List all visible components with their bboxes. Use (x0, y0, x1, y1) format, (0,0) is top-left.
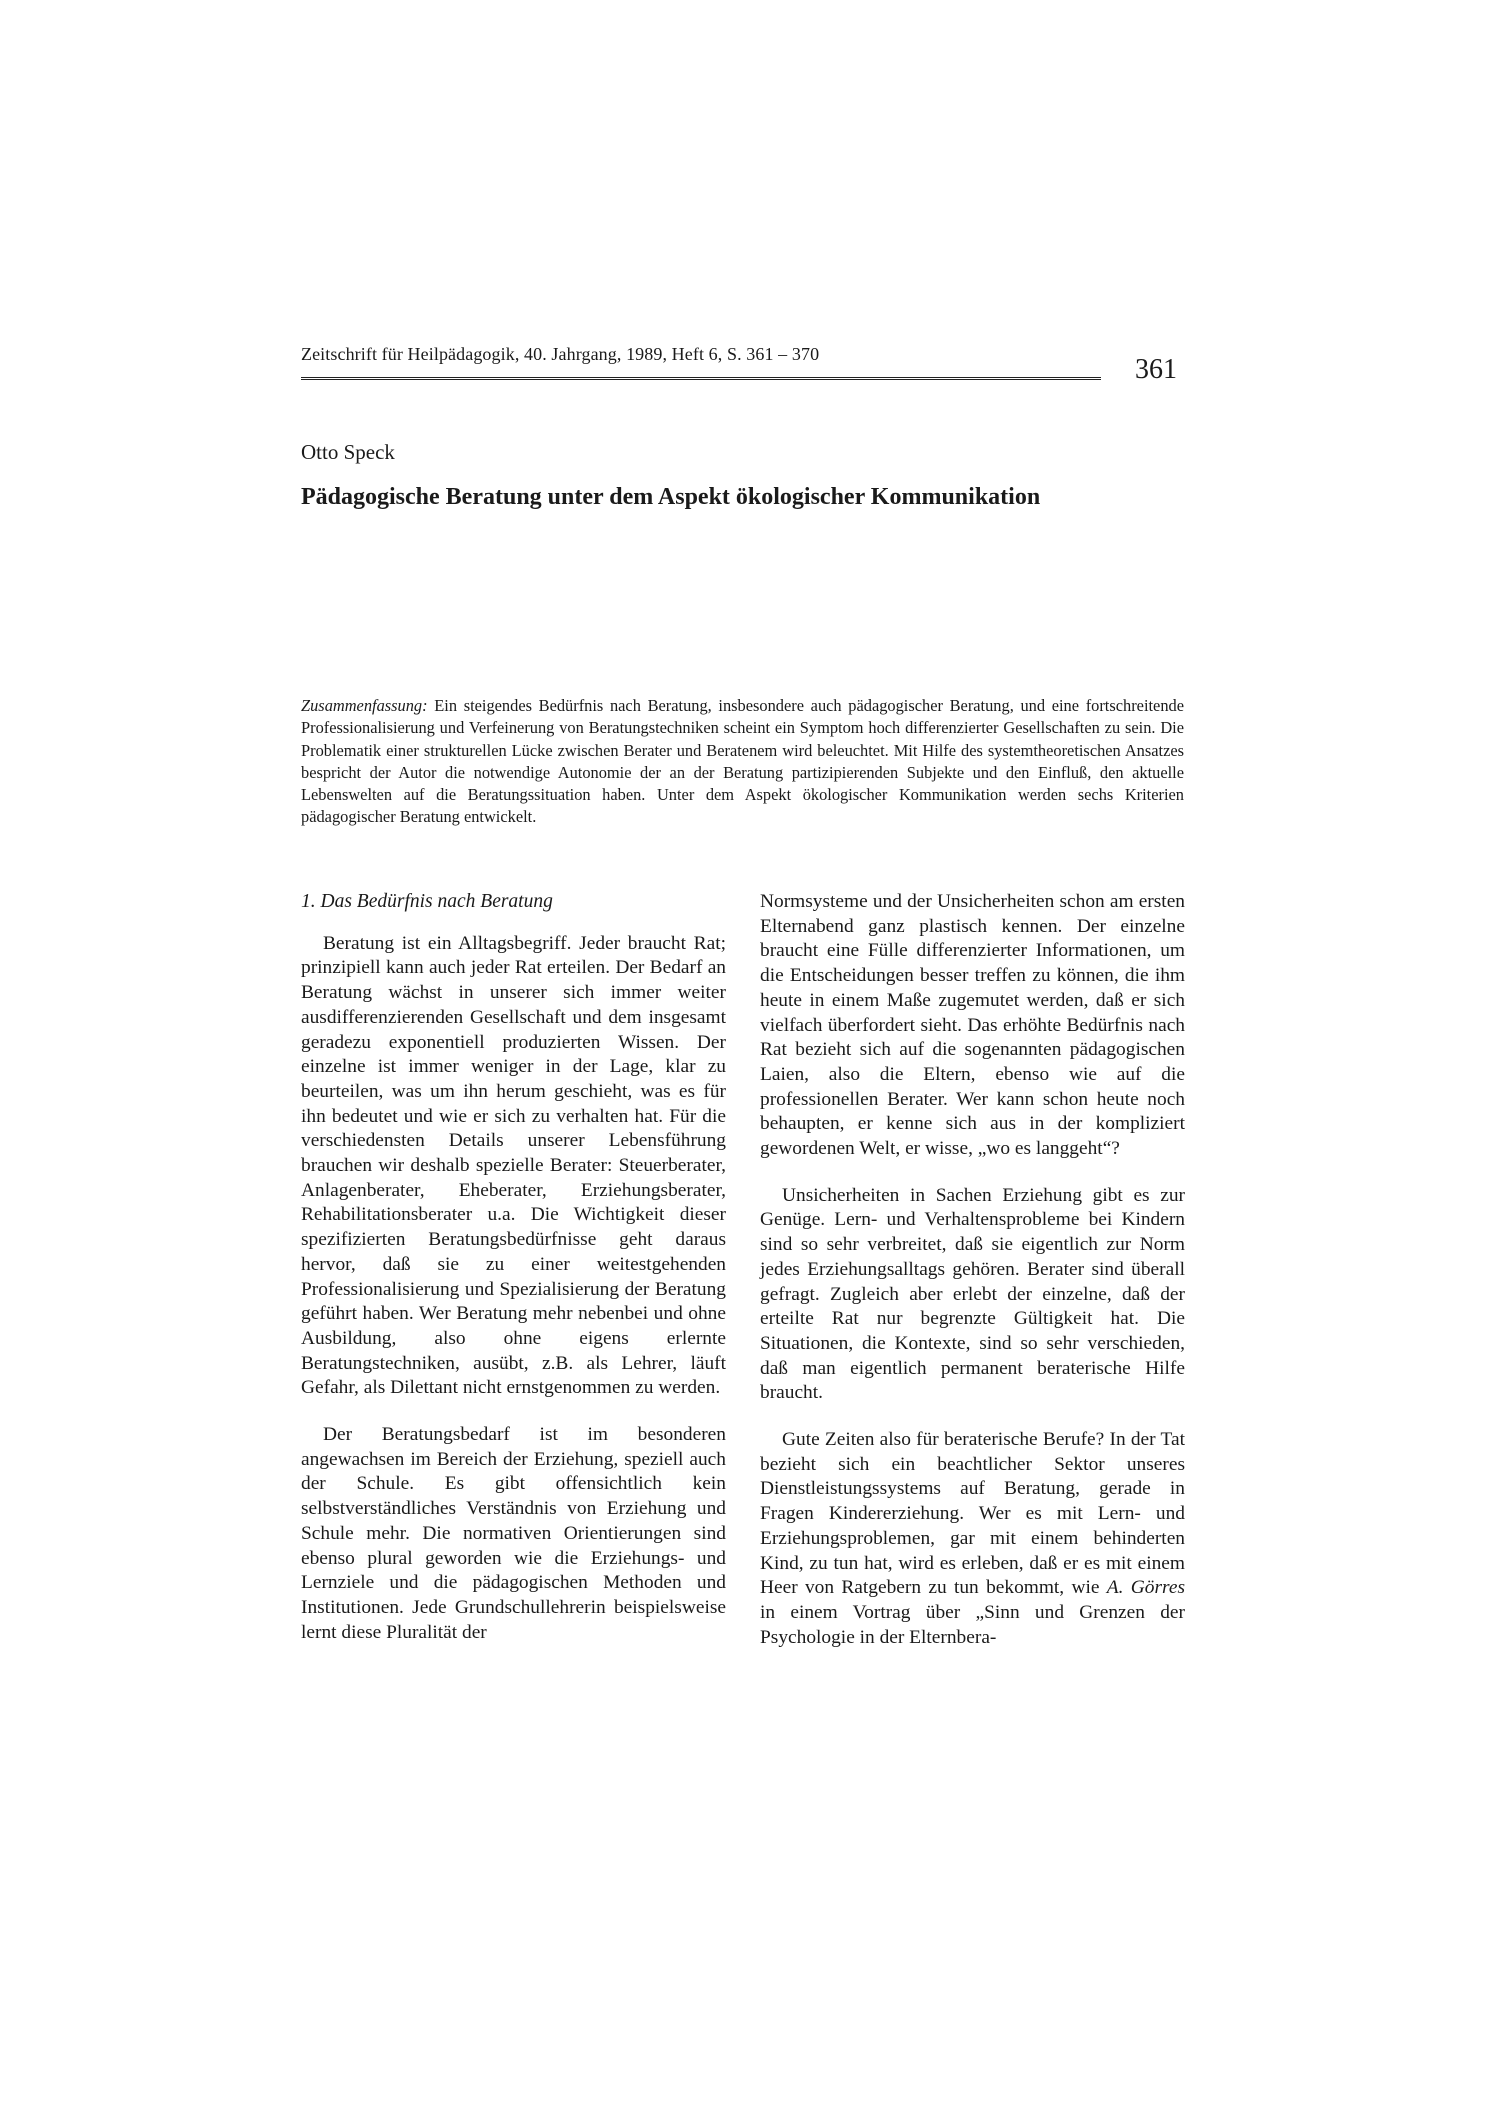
column-left (301, 890, 726, 1667)
page-number: 361 (1135, 354, 1177, 385)
journal-header: Zeitschrift für Heilpädagogik, 40. Jahrgang, 1989, Heft 6, S. 361 – 370 (301, 344, 820, 364)
column-right (760, 890, 1185, 1672)
article-title: Pädagogische Beratung unter dem Aspekt ökologischer Kommunikation (301, 484, 1041, 510)
paragraph-text: Gute Zeiten also für beraterische Berufe? In der Tat bezieht sich ein beachtlicher Sektor unseres Dienstleistungssystems auf Beratung, gerade in Fragen Kindererziehung. Wer es mit Lern- und Erziehungsproblemen, gar mit einem behinderten Kind, zu tun hat, wird es erleben, daß er es mit einem Heer von Ratgebern zu tun bekommt, wie (760, 1429, 1185, 1599)
abstract (301, 695, 1184, 829)
paragraph-text: in einem Vortrag über „Sinn und Grenzen der Psychologie in der Elternbera- (760, 1601, 1185, 1648)
cited-author: A. Görres (1106, 1577, 1186, 1599)
paragraph: Beratung ist ein Alltagsbegriff. Jeder braucht Rat; prinzipiell kann auch jeder Rat erteilen. Der Bedarf an Beratung wächst in unserer sich immer weiter ausdifferenzierenden Gesellschaft und dem insgesamt geradezu exponentiell produzierten Wissen. Der einzelne ist immer weniger in der Lage, klar zu beurteilen, was um ihn herum geschieht, was es für ihn bedeutet und wie er sich zu verhalten hat. Für die verschiedensten Details unserer Lebensführung brauchen wir deshalb spezielle Berater: Steuerberater, Anlagenberater, Eheberater, Erziehungsberater, Rehabilitationsberater u.a. Die Wichtigkeit dieser spezifizierten Beratungsbedürfnisse geht daraus hervor, daß sie zu einer weitestgehenden Professionalisierung und Spezialisierung der Beratung geführt haben. Wer Beratung mehr nebenbei und ohne Ausbildung, also ohne eigens erlernte Beratungstechniken, ausübt, z.B. als Lehrer, läuft Gefahr, als Dilettant nicht ernstgenommen zu werden. (301, 932, 726, 1399)
paragraph: Normsysteme und der Unsicherheiten schon am ersten Elternabend ganz plastisch kennen. Der einzelne braucht eine Fülle differenzierter Informationen, um die Entscheidungen besser treffen zu können, die ihm heute in einem Maße zugemutet werden, daß er sich vielfach überfordert sieht. Das erhöhte Bedürfnis nach Rat bezieht sich auf die sogenannten pädagogischen Laien, also die Eltern, ebenso wie auf die professionellen Berater. Wer kann schon heute noch behaupten, er kenne sich aus in der kompliziert gewordenen Welt, er wisse, „wo es langgeht“? (760, 891, 1185, 1160)
header-rule (301, 377, 1101, 380)
abstract-label: Zusammenfassung: (301, 696, 428, 715)
paragraph: Der Beratungsbedarf ist im besonderen angewachsen im Bereich der Erziehung, speziell auch der Schule. Es gibt offensichtlich kein selbstverständliches Verständnis von Erziehung und Schule mehr. Die normativen Orientierungen sind ebenso plural geworden wie die Erziehungs- und Lernziele und die pädagogischen Methoden und Institutionen. Jede Grundschullehrerin beispielsweise lernt diese Pluralität der (301, 1424, 726, 1643)
abstract-text: Ein steigendes Bedürfnis nach Beratung, insbesondere auch pädagogischer Beratung, und eine fortschreitende Professionalisierung und Verfeinerung von Beratungstechniken scheint ein Symptom hoch differenzierter Gesellschaften zu sein. Die Problematik einer strukturellen Lücke zwischen Berater und Beratenem wird beleuchtet. Mit Hilfe des systemtheoretischen Ansatzes bespricht der Autor die notwendige Autonomie der an der Beratung partizipierenden Subjekte und den Einfluß, den aktuelle Lebenswelten auf die Beratungssituation haben. Unter dem Aspekt ökologischer Kommunikation werden sechs Kriterien pädagogischer Beratung entwickelt. (301, 696, 1184, 827)
paragraph (760, 1428, 1185, 1650)
article-author: Otto Speck (301, 440, 395, 464)
section-heading: 1. Das Bedürfnis nach Beratung (301, 891, 553, 912)
paragraph: Unsicherheiten in Sachen Erziehung gibt es zur Genüge. Lern- und Verhaltensprobleme bei Kindern sind so sehr verbreitet, daß sie eigentlich zur Norm jedes Erziehungsalltags gehören. Berater sind überall gefragt. Zugleich aber erlebt der einzelne, daß der erteilte Rat nur begrenzte Gültigkeit hat. Die Situationen, die Kontexte, sind so sehr verschieden, daß man eigentlich permanent beraterische Hilfe braucht. (760, 1184, 1185, 1404)
